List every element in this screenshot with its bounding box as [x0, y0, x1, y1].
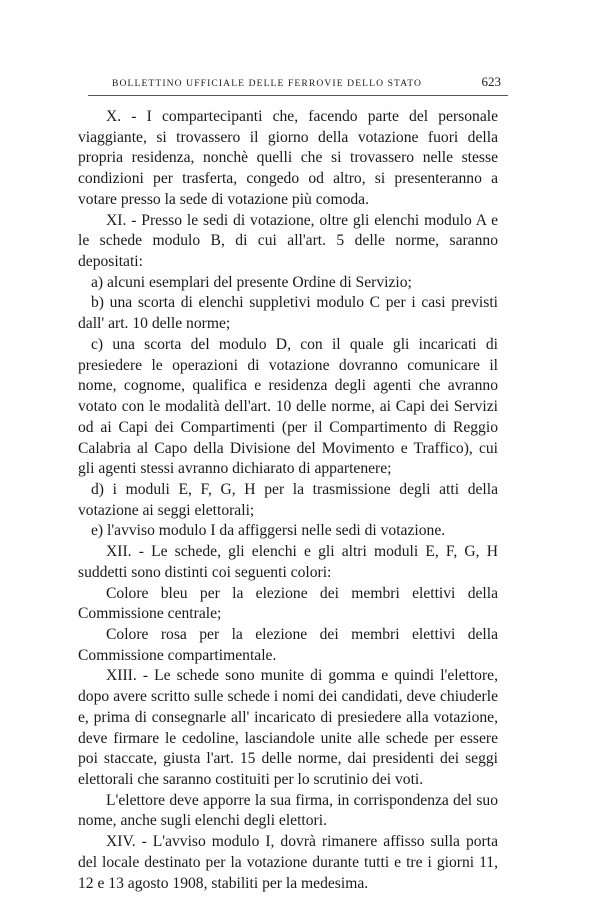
paragraph-color-rosa: Colore rosa per la elezione dei membri elettivi della Commissione compartimentale. [78, 625, 498, 664]
paragraph-article-xii: XII. - Le schede, gli elenchi e gli altri moduli E, F, G, H suddetti sono distinti coi seguenti colori: [78, 543, 498, 581]
list-item-c: c) una scorta del modulo D, con il quale gli incaricati di presiedere le operazioni di votazione dovranno comunicare il nome, cognome, qualifica e residenza degli agenti che avranno votato con le modalità dell'art. 10 delle norme, ai Capi dei Servizi od ai Capi dei Compartimenti (per il Compartimento di Reggio Calabria al Capo della Divisione del Movimento e Traffico), cui gli agenti stessi avranno dichiarato di appartenere; [78, 335, 498, 478]
paragraph-article-xiv: XIV. - L'avviso modulo I, dovrà rimanere affisso sulla porta del locale destinato per la votazione durante tutti e tre i giorni 11, 12 e 13 agosto 1908, stabiliti per la medesima. [78, 833, 498, 892]
header-rule [88, 95, 508, 96]
list-item-d: d) i moduli E, F, G, H per la trasmissione degli atti della votazione ai seggi elettorali; [78, 480, 498, 519]
page-number: 623 [481, 74, 501, 89]
paragraph-article-xi: XI. - Presso le sedi di votazione, oltre gli elenchi modulo A e le schede modulo B, di cui all'art. 5 delle norme, saranno depositati: [78, 211, 498, 271]
paragraph-elector-signature: L'elettore deve apporre la sua firma, in corrispondenza del suo nome, anche sugli elenchi degli elettori. [78, 791, 498, 830]
list-item-a: a) alcuni esemplari del presente Ordine di Servizio; [91, 273, 412, 291]
paragraph-color-bleu: Colore bleu per la elezione dei membri elettivi della Commissione centrale; [78, 584, 498, 623]
list-item-e: e) l'avviso modulo I da affiggersi nelle sedi di votazione. [91, 522, 446, 540]
running-title: BOLLETTINO UFFICIALE DELLE FERROVIE DELLO STATO [112, 78, 423, 89]
list-item-b: b) una scorta di elenchi suppletivi modulo C per i casi previsti dall' art. 10 delle norme; [78, 294, 498, 333]
paragraph-article-xiii: XIII. - Le schede sono munite di gomma e quindi l'elettore, dopo avere scritto sulle schede i nomi dei candidati, deve chiuderle e, prima di consegnarle all' incaricato di presiedere alla votazione, deve firmare le cedoline, lasciandole unite alle schede per essere poi staccate, giusta l'art. 15 delle norme, dai presidenti dei seggi elettorali che saranno costituiti per lo scrutinio dei voti. [78, 667, 498, 788]
paragraph-article-x: X. - I compartecipanti che, facendo parte del personale viaggiante, si trovassero il giorno della votazione fuori della propria residenza, nonchè quelli che si trovassero nelle stesse condizioni per trasferta, congedo od altro, si presenteranno a votare presso la sede di votazione più comoda. [78, 108, 498, 208]
body-text [78, 107, 498, 894]
